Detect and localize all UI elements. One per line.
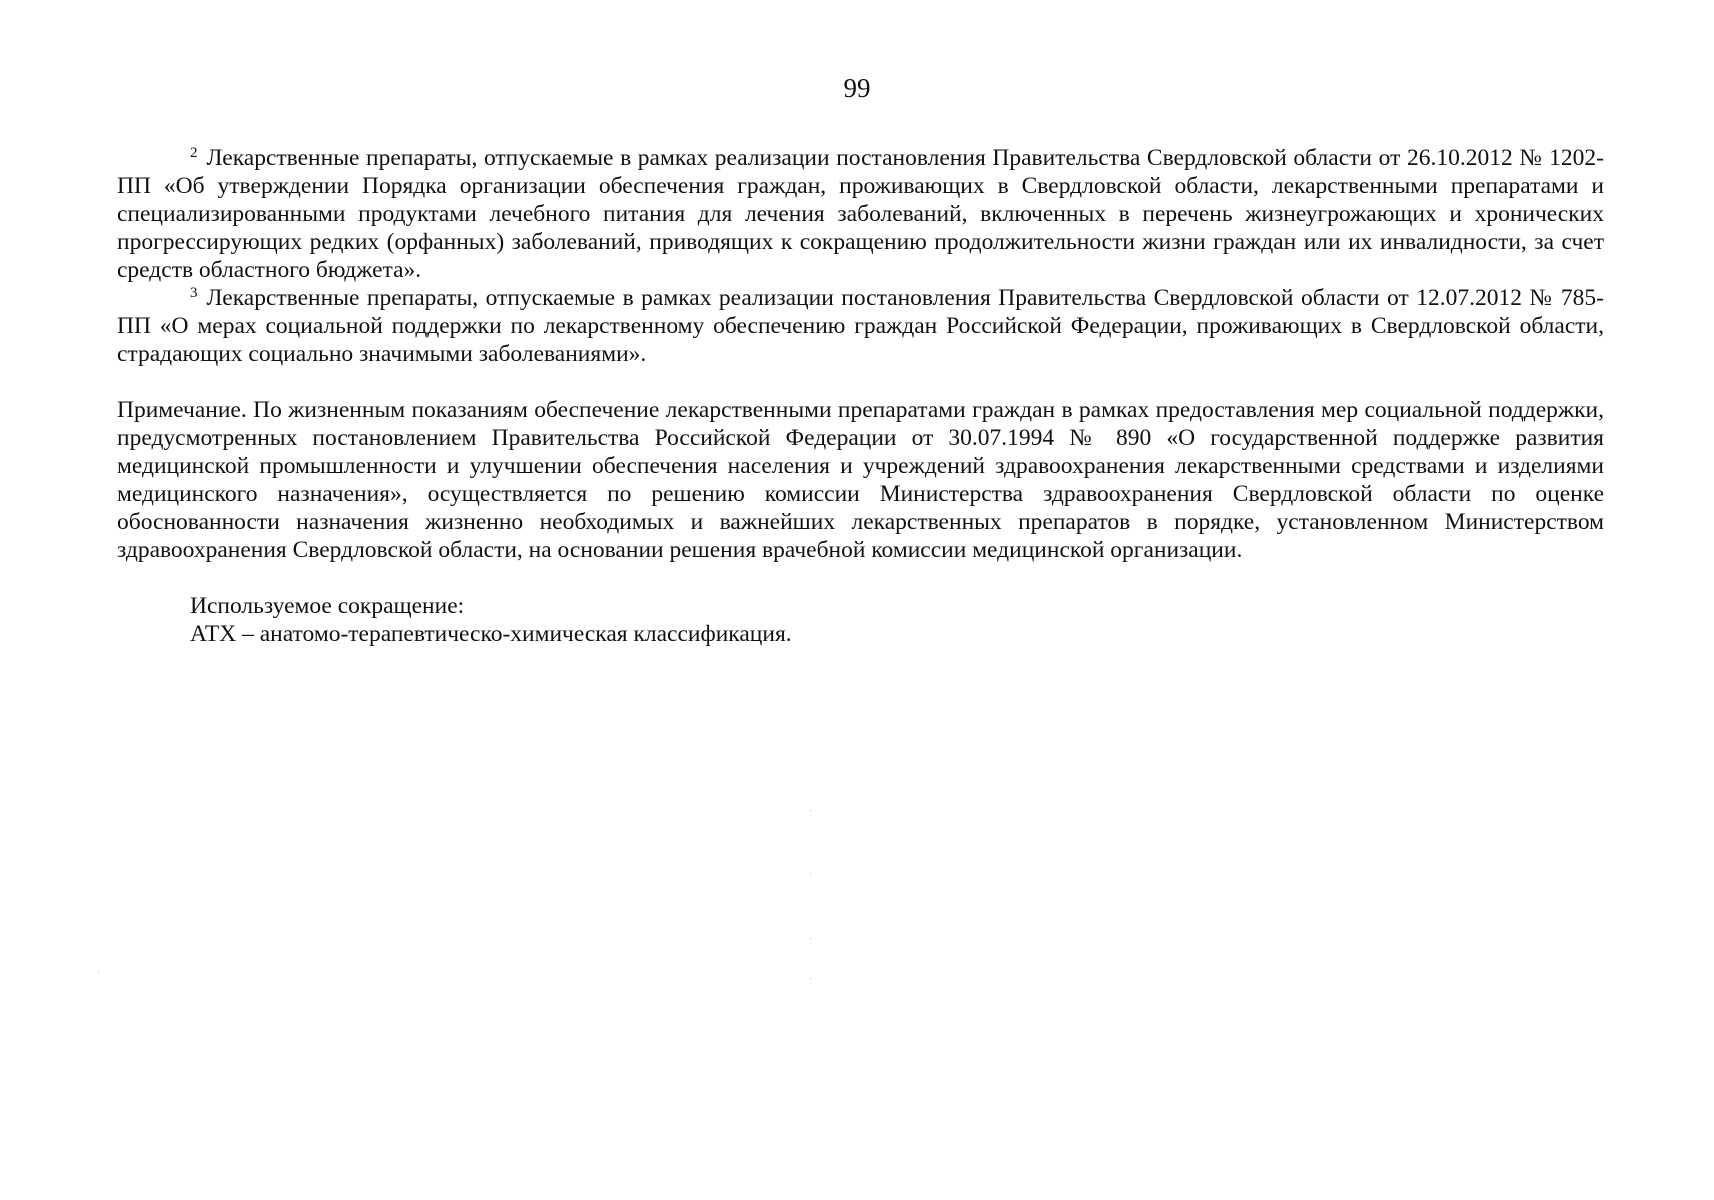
footnote-mark: 3	[190, 285, 198, 301]
scan-speck	[98, 972, 99, 973]
footnote-3	[117, 284, 1604, 368]
footnote-2	[117, 144, 1604, 284]
document-body	[117, 144, 1604, 648]
scan-speck	[810, 978, 811, 979]
abbreviations-block	[117, 592, 1604, 648]
footnote-text: Лекарственные препараты, отпускаемые в рамках реализации постановления Правительства Свердловской области от 12.07.2012 № 785-ПП «О мерах социальной поддержки по лекарственному обеспечению граждан Российской Федерации, проживающих в Свердловской области, страдающих социально значимыми заболеваниями».	[117, 285, 1604, 367]
footnote-mark: 2	[190, 145, 198, 161]
abbreviation-item: АТХ – анатомо-терапевтическо-химическая классификация.	[190, 621, 792, 647]
footnote-text: Лекарственные препараты, отпускаемые в рамках реализации постановления Правительства Свердловской области от 26.10.2012 № 1202-ПП «Об утверждении Порядка организации обеспечения граждан, проживающих в Свердловской области, лекарственными препаратами и специализированными продуктами лечебного питания для лечения заболеваний, включенных в перечень жизнеугрожающих и хронических прогрессирующих редких (орфанных) заболеваний, приводящих к сокращению продолжительности жизни граждан или их инвалидности, за счет средств областного бюджета».	[117, 145, 1604, 283]
scan-speck	[810, 810, 811, 811]
spacer	[117, 564, 1604, 592]
page-number: 99	[843, 73, 871, 103]
scan-speck	[810, 938, 811, 939]
abbreviations-heading: Используемое сокращение:	[190, 593, 465, 619]
note-paragraph: Примечание. По жизненным показаниям обеспечение лекарственными препаратами граждан в рамках предоставления мер социальной поддержки, предусмотренных постановлением Правительства Российской Федерации от 30.07.1994 № 890 «О государственной поддержке развития медицинской промышленности и улучшении обеспечения населения и учреждений здравоохранения лекарственными средствами и изделиями медицинского назначения», осуществляется по решению комиссии Министерства здравоохранения Свердловской области по оценке обоснованности назначения жизненно необходимых и важнейших лекарственных препаратов в порядке, установленном Министерством здравоохранения Свердловской области, на основании решения врачебной комиссии медицинской организации.	[117, 397, 1604, 563]
scan-speck	[810, 873, 811, 874]
spacer	[117, 368, 1604, 396]
